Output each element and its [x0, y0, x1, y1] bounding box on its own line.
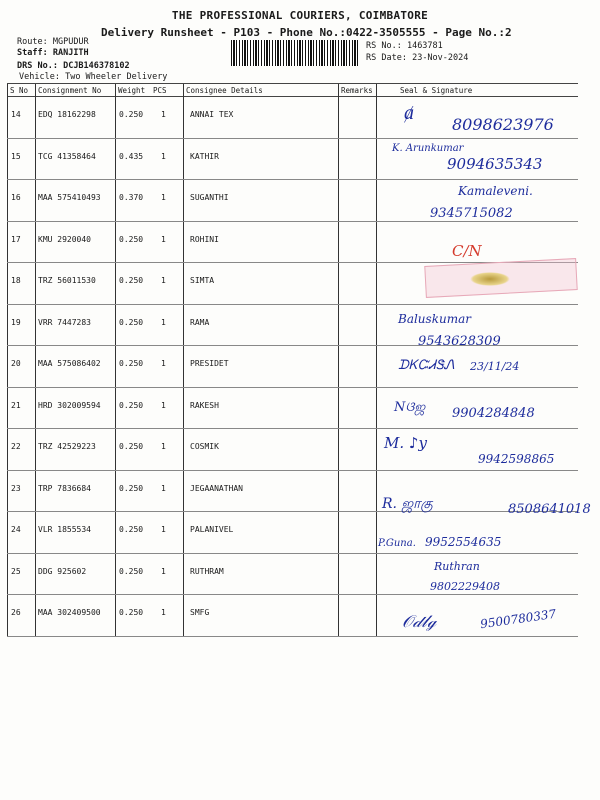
cell-consignment: MAA 575086402 [38, 359, 101, 368]
drs-label: DRS No.: [17, 61, 58, 71]
route-label: Route: [17, 37, 48, 47]
cell-sno: 15 [11, 151, 21, 161]
handwritten-name-row-15: K. Arunkumar [392, 143, 464, 154]
cell-consignee: RUTHRAM [190, 566, 224, 576]
rs-number: RS No.: 1463781 [366, 41, 443, 51]
col-header-pcs: PCS [153, 86, 167, 95]
cell-consignee: PALANIVEL [190, 525, 234, 534]
signature-row-14: ⱥ [404, 100, 414, 124]
handwritten-date-row-20: 23/11/24 [470, 360, 520, 373]
signature-row-26: 𝒪𝒹𝓁ℊ [402, 612, 437, 632]
handwritten-phone-row-14: 8098623976 [452, 115, 554, 134]
cell-weight: 0.250 [119, 483, 144, 493]
handwritten-phone-row-15: 9094635343 [447, 155, 543, 173]
handwritten-name-row-25: Ruthran [434, 560, 480, 573]
cell-weight: 0.250 [119, 234, 144, 244]
handwritten-phone-row-26: 9500780337 [479, 606, 557, 632]
handwritten-phone-row-21: 9904284848 [452, 406, 535, 421]
cell-sno: 14 [11, 110, 21, 119]
cell-sno: 18 [11, 276, 21, 285]
cell-sno: 24 [11, 525, 21, 534]
cell-pcs: 1 [161, 442, 166, 451]
cell-consignee: SIMTA [190, 276, 215, 285]
table-top-border [7, 83, 578, 84]
cell-sno: 22 [11, 442, 21, 451]
handwritten-phone-row-23: 8508641018 [508, 502, 591, 517]
vehicle-info [19, 72, 167, 82]
cell-consignee: JEGAANATHAN [190, 483, 243, 493]
handwritten-phone-row-16: 9345715082 [430, 206, 513, 221]
cell-pcs: 1 [161, 110, 166, 119]
cell-sno: 26 [11, 608, 21, 617]
handwritten-phone-row-24: 9952554635 [425, 535, 502, 549]
cell-consignee: RAKESH [190, 400, 219, 410]
drs-value: DCJB146378102 [63, 61, 130, 71]
col-header-remarks: Remarks [341, 86, 373, 95]
handwritten-name-row-16: Kamaleveni. [458, 184, 533, 198]
cell-consignee: KATHIR [190, 151, 219, 161]
cell-pcs: 1 [161, 317, 166, 327]
signature-row-23: R. ஜாகு [382, 496, 433, 512]
cell-sno: 19 [11, 317, 21, 327]
col-header-sno: S No [10, 86, 29, 95]
handwritten-phone-row-19: 9543628309 [418, 334, 501, 349]
cell-sno: 17 [11, 234, 21, 244]
cell-pcs: 1 [161, 483, 166, 493]
cell-consignee: SMFG [190, 608, 210, 617]
cell-weight: 0.250 [119, 317, 144, 327]
col-header-signature: Seal & Signature [400, 86, 473, 95]
cell-sno: 20 [11, 359, 21, 368]
cell-pcs: 1 [161, 400, 166, 410]
cell-consignee: COSMIK [190, 442, 219, 451]
cell-pcs: 1 [161, 276, 166, 285]
route-info [17, 37, 89, 47]
handwritten-name-row-19: Baluskumar [398, 312, 471, 326]
cell-weight: 0.250 [119, 359, 144, 368]
cell-weight: 0.435 [119, 151, 144, 161]
cell-pcs: 1 [161, 525, 166, 534]
cell-consignee: ANNAI TEX [190, 110, 234, 119]
handwritten-name-row-24: P.Guna. [378, 538, 416, 549]
company-title: THE PROFESSIONAL COURIERS, COIMBATORE [171, 9, 429, 22]
cell-weight: 0.250 [119, 442, 144, 451]
col-header-consignment: Consignment No [38, 86, 102, 95]
cell-consignment: VRR 7447283 [38, 317, 91, 327]
runsheet-title: Delivery Runsheet - P103 - Phone No.:0422-3505555 - Page No.:2 [101, 26, 512, 39]
cell-pcs: 1 [161, 566, 166, 576]
cell-weight: 0.370 [119, 193, 144, 202]
signature-row-21: Nଓஜ [394, 400, 426, 415]
table-row [0, 511, 600, 551]
cell-consignment: KMU 2920040 [38, 234, 91, 244]
rs-date: RS Date: 23-Nov-2024 [366, 53, 469, 63]
cell-pcs: 1 [161, 193, 166, 202]
row-divider [7, 636, 578, 637]
ink-smudge [470, 272, 510, 286]
col-header-consignee: Consignee Details [186, 86, 263, 95]
signature-row-20: ᗪᏦᏨᏗᏕᏁ [398, 358, 455, 373]
cell-consignment: DDG 925602 [38, 566, 87, 576]
staff-value: RANJITH [52, 48, 89, 58]
cell-consignment: TRZ 42529223 [38, 442, 96, 451]
vehicle-value: Two Wheeler Delivery [65, 72, 168, 82]
cell-pcs: 1 [161, 359, 166, 368]
cell-consignment: MAA 302409500 [38, 608, 101, 617]
cell-consignee: RAMA [190, 317, 210, 327]
cell-weight: 0.250 [119, 525, 144, 534]
cell-consignment: TRP 7836684 [38, 483, 91, 493]
cell-weight: 0.250 [119, 110, 144, 119]
cell-consignment: TCG 41358464 [38, 151, 96, 161]
cell-consignment: VLR 1855534 [38, 525, 91, 534]
cell-sno: 25 [11, 566, 21, 576]
col-header-weight: Weight [118, 86, 146, 95]
drs-info [17, 61, 130, 71]
cell-weight: 0.250 [119, 276, 144, 285]
table-row [0, 553, 600, 593]
table-row [0, 304, 600, 344]
cell-weight: 0.250 [119, 566, 144, 576]
cell-consignee: PRESIDET [190, 359, 229, 368]
handwritten-phone-row-22: 9942598865 [478, 452, 555, 466]
cell-weight: 0.250 [119, 400, 144, 410]
cell-consignment: EDQ 18162298 [38, 110, 96, 119]
handwritten-cn-mark: C/N [452, 242, 482, 260]
cell-consignment: MAA 575410493 [38, 193, 101, 202]
cell-pcs: 1 [161, 608, 166, 617]
cell-sno: 21 [11, 400, 21, 410]
cell-consignment: HRD 302009594 [38, 400, 101, 410]
cell-consignment: TRZ 56011530 [38, 276, 96, 285]
staff-label: Staff: [17, 48, 48, 58]
barcode [231, 40, 359, 66]
cell-weight: 0.250 [119, 608, 144, 617]
cell-consignee: ROHINI [190, 234, 219, 244]
cell-sno: 16 [11, 193, 21, 202]
vehicle-label: Vehicle: [19, 72, 60, 82]
cell-pcs: 1 [161, 151, 166, 161]
staff-info [17, 48, 89, 58]
table-row [0, 221, 600, 261]
handwritten-phone-row-25: 9802229408 [430, 580, 500, 593]
signature-row-22: M. ♪y [384, 434, 427, 452]
cell-pcs: 1 [161, 234, 166, 244]
cell-consignee: SUGANTHI [190, 193, 229, 202]
route-value: MGPUDUR [52, 37, 89, 47]
cell-sno: 23 [11, 483, 21, 493]
